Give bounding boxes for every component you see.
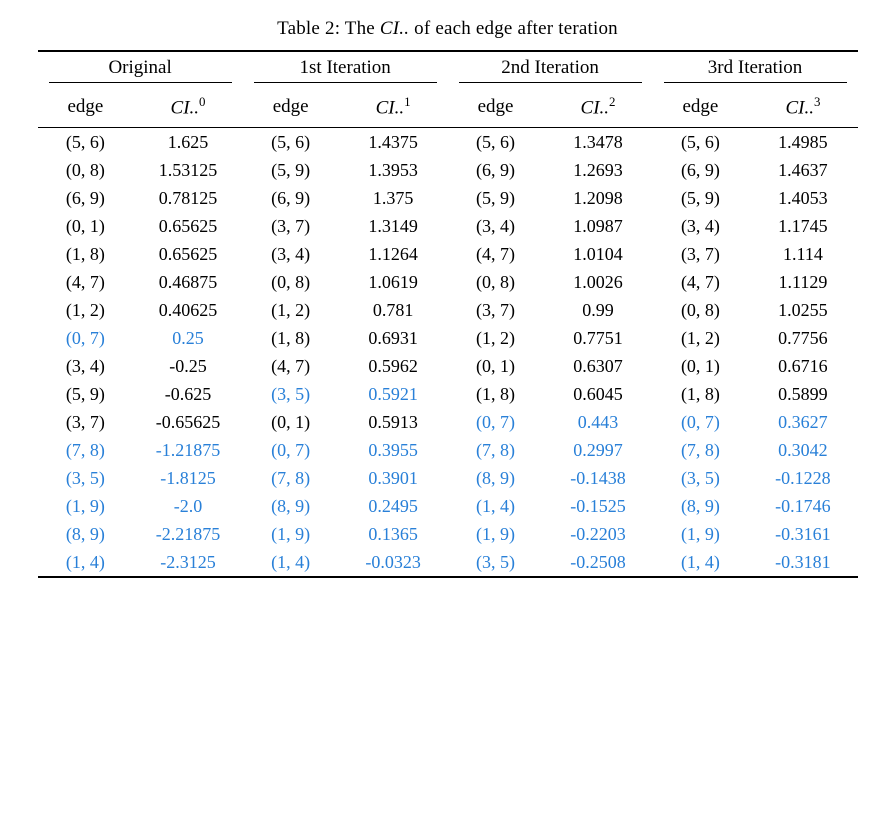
cell-edge-r3-c0: (0, 1) <box>65 215 105 236</box>
group-header-0 <box>38 52 243 87</box>
cell-edge-r9-c0: (5, 9) <box>65 383 105 404</box>
table-row <box>38 464 858 492</box>
cell-value-r10-c2: 0.443 <box>577 411 619 432</box>
cell-edge-r7-c2: (1, 2) <box>476 327 516 348</box>
col-header-value-sup-1: 1 <box>404 94 411 109</box>
cell-value-r0-c0: 1.625 <box>167 131 209 152</box>
cell-value-r8-c2: 0.6307 <box>573 355 623 376</box>
group-underline-0 <box>49 82 232 83</box>
cell-edge-r5-c2: (0, 8) <box>476 271 516 292</box>
cell-value-r2-c1: 1.375 <box>372 187 414 208</box>
cell-edge-r0-c3: (5, 6) <box>680 131 720 152</box>
cell-edge-r2-c1: (6, 9) <box>271 187 311 208</box>
cell-value-r1-c2: 1.2693 <box>573 159 623 180</box>
cell-edge-r6-c3: (0, 8) <box>680 299 720 320</box>
cell-edge-r14-c1: (1, 9) <box>271 523 311 544</box>
cell-value-r5-c0: 0.46875 <box>158 271 218 292</box>
cell-value-r15-c2: -0.2508 <box>570 551 626 572</box>
cell-edge-r15-c2: (3, 5) <box>476 551 516 572</box>
cell-value-r9-c0: -0.625 <box>164 383 212 404</box>
table-row <box>38 128 858 156</box>
cell-edge-r8-c3: (0, 1) <box>680 355 720 376</box>
cell-edge-r14-c2: (1, 9) <box>476 523 516 544</box>
cell-edge-r6-c2: (3, 7) <box>476 299 516 320</box>
cell-edge-r12-c0: (3, 5) <box>65 467 105 488</box>
cell-edge-r13-c0: (1, 9) <box>65 495 105 516</box>
cell-value-r14-c1: 0.1365 <box>368 523 418 544</box>
col-header-value-1 <box>339 87 448 128</box>
table-bottom-rule <box>38 577 858 578</box>
table-row <box>38 436 858 464</box>
group-underline-2 <box>459 82 642 83</box>
cell-edge-r7-c3: (1, 2) <box>680 327 720 348</box>
cell-value-r3-c2: 1.0987 <box>573 215 623 236</box>
cell-value-r8-c3: 0.6716 <box>778 355 828 376</box>
cell-value-r1-c0: 1.53125 <box>158 159 218 180</box>
col-header-edge-2: edge <box>477 95 514 117</box>
group-header-2 <box>448 52 653 87</box>
cell-value-r15-c0: -2.3125 <box>160 551 216 572</box>
cell-edge-r4-c1: (3, 4) <box>271 243 311 264</box>
cell-value-r5-c3: 1.1129 <box>778 271 828 292</box>
col-header-edge-1: edge <box>272 95 309 117</box>
cell-value-r11-c2: 0.2997 <box>573 439 623 460</box>
cell-value-r11-c3: 0.3042 <box>778 439 828 460</box>
group-header-label-0: Original <box>108 57 172 78</box>
group-underline-3 <box>664 82 847 83</box>
caption-text: The CI.. of each edge after teration <box>344 18 618 39</box>
cell-edge-r11-c1: (0, 7) <box>271 439 311 460</box>
sub-header-row <box>38 87 858 128</box>
col-header-value-label-2: CI.. <box>580 97 610 119</box>
group-underline-1 <box>254 82 437 83</box>
table-row <box>38 156 858 184</box>
col-header-value-sup-3: 3 <box>813 94 821 109</box>
cell-edge-r11-c0: (7, 8) <box>65 439 105 460</box>
cell-value-r13-c3: -0.1746 <box>775 495 831 516</box>
cell-value-r0-c2: 1.3478 <box>573 131 623 152</box>
table-row <box>38 408 858 436</box>
cell-value-r13-c2: -0.1525 <box>570 495 626 516</box>
table-row <box>38 268 858 296</box>
table-row <box>38 520 858 548</box>
cell-value-r12-c3: -0.1228 <box>775 467 831 488</box>
cell-edge-r12-c1: (7, 8) <box>271 467 311 488</box>
col-header-value-label-1: CI.. <box>375 97 405 119</box>
col-header-value-0 <box>133 87 242 128</box>
cell-edge-r14-c3: (1, 9) <box>680 523 720 544</box>
cell-value-r15-c3: -0.3181 <box>775 551 831 572</box>
cell-edge-r11-c3: (7, 8) <box>680 439 720 460</box>
cell-value-r6-c1: 0.781 <box>372 299 414 320</box>
table-caption <box>0 0 895 50</box>
table-body <box>38 51 858 578</box>
cell-value-r7-c1: 0.6931 <box>368 327 418 348</box>
cell-edge-r6-c1: (1, 2) <box>271 299 311 320</box>
cell-edge-r5-c3: (4, 7) <box>680 271 720 292</box>
cell-value-r9-c3: 0.5899 <box>778 383 828 404</box>
cell-edge-r10-c2: (0, 7) <box>476 411 516 432</box>
cell-edge-r12-c2: (8, 9) <box>476 467 516 488</box>
table-row <box>38 380 858 408</box>
group-header-label-2: 2nd Iteration <box>501 57 599 78</box>
cell-edge-r3-c3: (3, 4) <box>680 215 720 236</box>
cell-edge-r9-c1: (3, 5) <box>271 383 311 404</box>
cell-value-r1-c3: 1.4637 <box>778 159 828 180</box>
cell-edge-r8-c2: (0, 1) <box>476 355 516 376</box>
ci-table <box>38 50 858 578</box>
cell-value-r12-c2: -0.1438 <box>570 467 626 488</box>
cell-value-r10-c1: 0.5913 <box>368 411 418 432</box>
cell-edge-r8-c0: (3, 4) <box>65 355 105 376</box>
cell-value-r4-c0: 0.65625 <box>158 243 218 264</box>
cell-edge-r6-c0: (1, 2) <box>65 299 105 320</box>
col-header-value-label-0: CI.. <box>170 97 200 119</box>
col-header-value-sup-2: 2 <box>609 94 616 109</box>
cell-edge-r10-c1: (0, 1) <box>271 411 311 432</box>
cell-edge-r0-c2: (5, 6) <box>476 131 516 152</box>
cell-value-r4-c3: 1.114 <box>783 243 823 264</box>
group-header-label-1: 1st Iteration <box>299 57 391 78</box>
cell-edge-r15-c1: (1, 4) <box>271 551 311 572</box>
cell-value-r7-c0: 0.25 <box>172 327 204 348</box>
col-header-value-sup-0: 0 <box>199 94 206 109</box>
cell-value-r4-c1: 1.1264 <box>368 243 418 264</box>
cell-value-r12-c1: 0.3901 <box>368 467 418 488</box>
cell-value-r6-c0: 0.40625 <box>158 299 218 320</box>
cell-value-r1-c1: 1.3953 <box>368 159 418 180</box>
cell-edge-r14-c0: (8, 9) <box>65 523 105 544</box>
cell-value-r5-c1: 1.0619 <box>368 271 418 292</box>
cell-value-r8-c0: -0.25 <box>169 355 207 376</box>
cell-value-r9-c2: 0.6045 <box>573 383 623 404</box>
table-row <box>38 212 858 240</box>
cell-value-r7-c3: 0.7756 <box>778 327 828 348</box>
table-row <box>38 240 858 268</box>
cell-value-r3-c0: 0.65625 <box>158 215 218 236</box>
cell-value-r5-c2: 1.0026 <box>573 271 623 292</box>
col-header-value-3 <box>748 87 857 128</box>
cell-edge-r2-c2: (5, 9) <box>476 187 516 208</box>
table-row <box>38 296 858 324</box>
cell-edge-r15-c3: (1, 4) <box>680 551 720 572</box>
cell-edge-r11-c2: (7, 8) <box>476 439 516 460</box>
cell-value-r2-c0: 0.78125 <box>158 187 218 208</box>
cell-value-r14-c2: -0.2203 <box>570 523 626 544</box>
cell-edge-r5-c0: (4, 7) <box>65 271 105 292</box>
cell-value-r14-c3: -0.3161 <box>775 523 831 544</box>
group-header-label-3: 3rd Iteration <box>707 57 803 78</box>
cell-edge-r9-c2: (1, 8) <box>476 383 516 404</box>
cell-edge-r0-c0: (5, 6) <box>65 131 105 152</box>
cell-value-r15-c1: -0.0323 <box>365 551 421 572</box>
cell-value-r13-c0: -2.0 <box>173 495 203 516</box>
cell-value-r10-c3: 0.3627 <box>778 411 828 432</box>
group-header-1 <box>243 52 448 87</box>
cell-edge-r9-c3: (1, 8) <box>680 383 720 404</box>
table-row <box>38 548 858 577</box>
cell-value-r2-c2: 1.2098 <box>573 187 623 208</box>
cell-edge-r10-c0: (3, 7) <box>65 411 105 432</box>
cell-value-r6-c3: 1.0255 <box>778 299 828 320</box>
cell-edge-r3-c1: (3, 7) <box>271 215 311 236</box>
cell-value-r8-c1: 0.5962 <box>368 355 418 376</box>
cell-edge-r10-c3: (0, 7) <box>680 411 720 432</box>
caption-prefix: Table 2: <box>277 18 341 39</box>
cell-value-r10-c0: -0.65625 <box>155 411 221 432</box>
group-header-3 <box>653 52 858 87</box>
cell-value-r9-c1: 0.5921 <box>368 383 418 404</box>
cell-edge-r13-c3: (8, 9) <box>680 495 720 516</box>
cell-edge-r13-c2: (1, 4) <box>476 495 516 516</box>
cell-edge-r5-c1: (0, 8) <box>271 271 311 292</box>
cell-edge-r13-c1: (8, 9) <box>271 495 311 516</box>
cell-value-r0-c3: 1.4985 <box>778 131 828 152</box>
cell-value-r2-c3: 1.4053 <box>778 187 828 208</box>
cell-value-r12-c0: -1.8125 <box>160 467 216 488</box>
cell-value-r11-c1: 0.3955 <box>368 439 418 460</box>
cell-edge-r3-c2: (3, 4) <box>476 215 516 236</box>
cell-edge-r4-c0: (1, 8) <box>65 243 105 264</box>
cell-edge-r1-c3: (6, 9) <box>680 159 720 180</box>
cell-value-r4-c2: 1.0104 <box>573 243 623 264</box>
cell-value-r11-c0: -1.21875 <box>155 439 221 460</box>
table-row <box>38 184 858 212</box>
group-header-row <box>38 52 858 87</box>
col-header-value-label-3: CI.. <box>785 97 814 119</box>
col-header-edge-0: edge <box>67 95 104 117</box>
cell-edge-r4-c3: (3, 7) <box>680 243 720 264</box>
cell-value-r3-c3: 1.1745 <box>778 215 828 236</box>
cell-edge-r1-c1: (5, 9) <box>271 159 311 180</box>
cell-edge-r7-c1: (1, 8) <box>271 327 311 348</box>
cell-edge-r12-c3: (3, 5) <box>680 467 720 488</box>
cell-value-r3-c1: 1.3149 <box>368 215 418 236</box>
cell-edge-r0-c1: (5, 6) <box>271 131 311 152</box>
cell-value-r14-c0: -2.21875 <box>155 523 221 544</box>
cell-value-r7-c2: 0.7751 <box>573 327 623 348</box>
cell-value-r0-c1: 1.4375 <box>368 131 418 152</box>
cell-value-r6-c2: 0.99 <box>582 299 614 320</box>
cell-edge-r1-c2: (6, 9) <box>476 159 516 180</box>
table-row <box>38 324 858 352</box>
cell-edge-r4-c2: (4, 7) <box>476 243 516 264</box>
cell-edge-r15-c0: (1, 4) <box>65 551 105 572</box>
cell-value-r13-c1: 0.2495 <box>368 495 418 516</box>
table-row <box>38 352 858 380</box>
cell-edge-r1-c0: (0, 8) <box>65 159 105 180</box>
cell-edge-r2-c0: (6, 9) <box>65 187 105 208</box>
cell-edge-r2-c3: (5, 9) <box>680 187 720 208</box>
table-row <box>38 492 858 520</box>
cell-edge-r8-c1: (4, 7) <box>271 355 311 376</box>
col-header-edge-3: edge <box>682 95 719 117</box>
col-header-value-2 <box>543 87 652 128</box>
cell-edge-r7-c0: (0, 7) <box>65 327 105 348</box>
